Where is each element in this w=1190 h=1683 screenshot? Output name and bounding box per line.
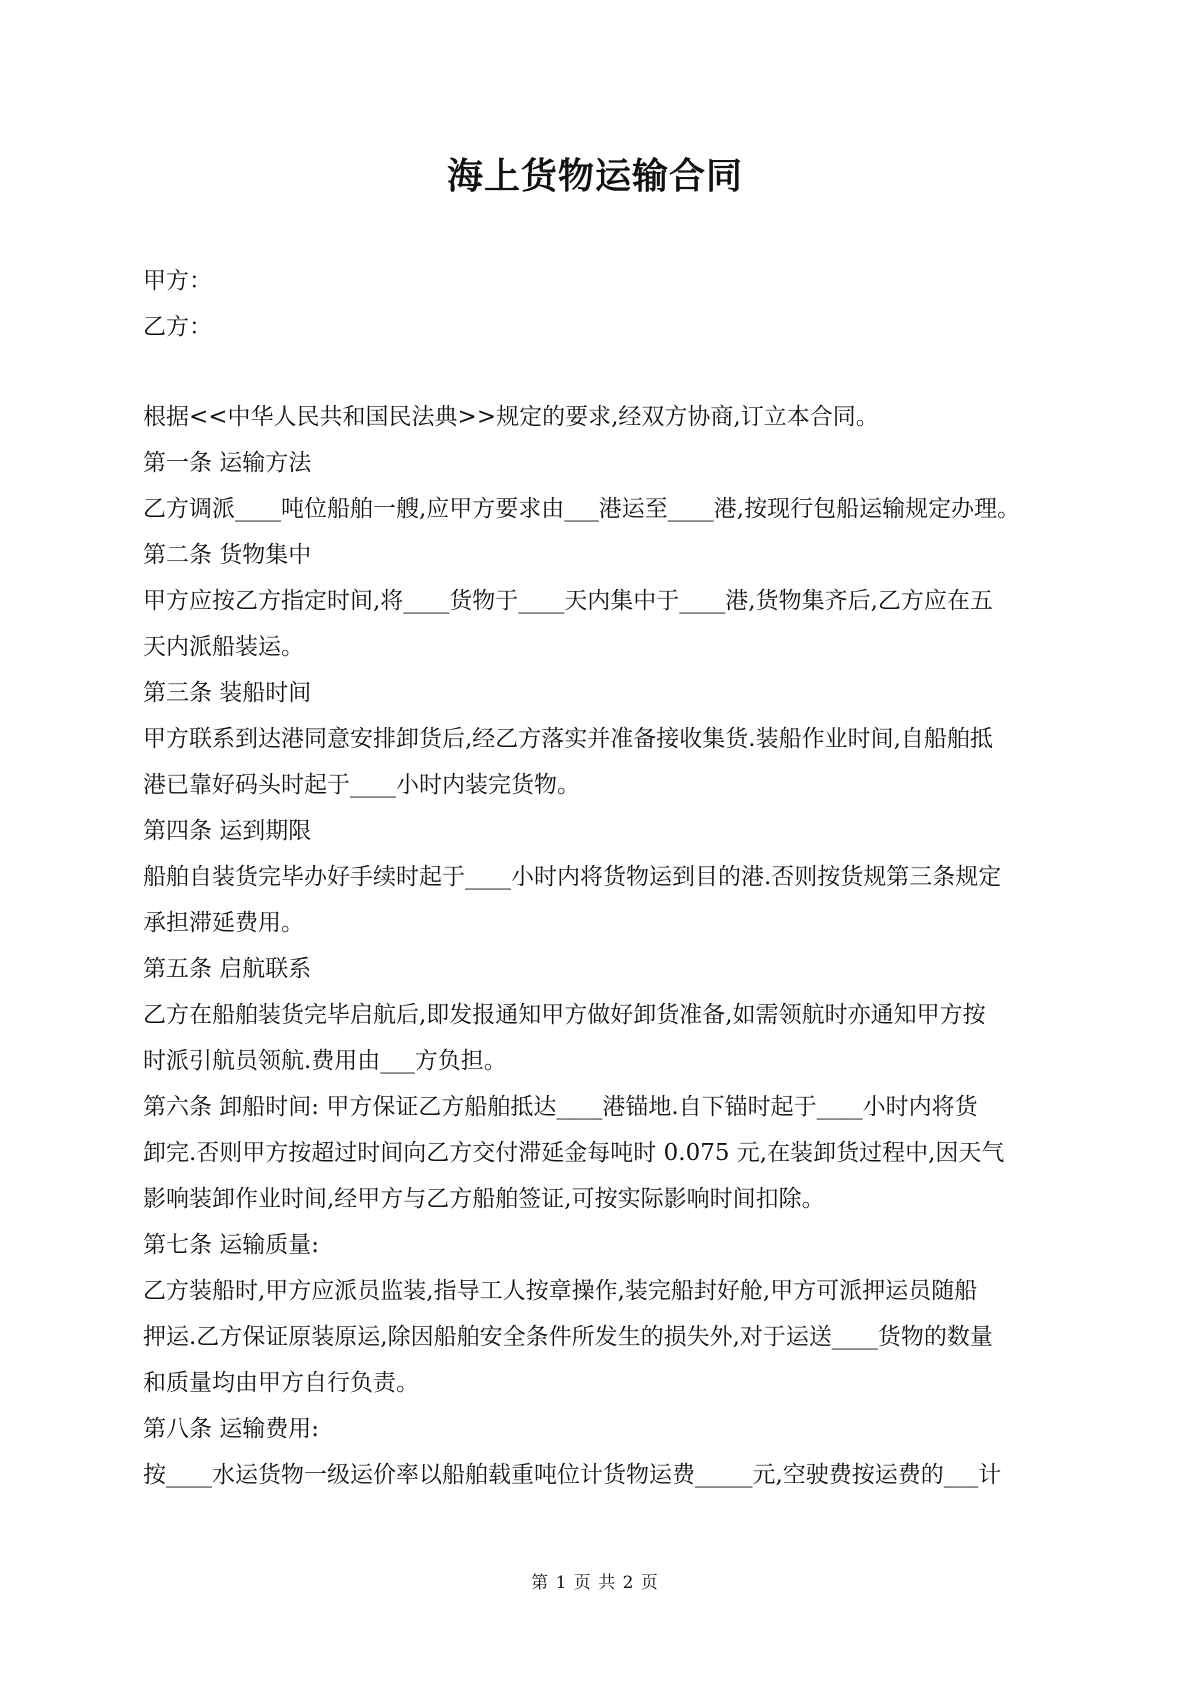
- spacer: [143, 350, 1053, 394]
- article-2-text: 甲方应按乙方指定时间,将____货物于____天内集中于____港,货物集齐后,乙方应在五: [143, 588, 993, 614]
- document-body: [143, 258, 1053, 1498]
- article-2-heading: 第二条 货物集中: [143, 542, 312, 568]
- article-7-heading: 第七条 运输质量:: [143, 1232, 320, 1258]
- article-6-text: 影响装卸作业时间,经甲方与乙方船舶签证,可按实际影响时间扣除。: [143, 1186, 825, 1212]
- article-1-heading: 第一条 运输方法: [143, 450, 312, 476]
- article-4-text: 承担滞延费用。: [143, 910, 304, 936]
- article-3-text: 港已靠好码头时起于____小时内装完货物。: [143, 772, 580, 798]
- article-7-text: 乙方装船时,甲方应派员监装,指导工人按章操作,装完船封好舱,甲方可派押运员随船: [143, 1278, 978, 1304]
- page-number: 第 1 页 共 2 页: [531, 1573, 659, 1593]
- party-b-label: 乙方：: [143, 314, 212, 340]
- article-5-heading: 第五条 启航联系: [143, 956, 312, 982]
- article-2-text: 天内派船装运。: [143, 634, 304, 660]
- article-8-heading: 第八条 运输费用:: [143, 1416, 320, 1442]
- party-a-label: 甲方：: [143, 268, 212, 294]
- article-7-text: 和质量均由甲方自行负责。: [143, 1370, 419, 1396]
- article-3-text: 甲方联系到达港同意安排卸货后,经乙方落实并准备接收集货.装船作业时间,自船舶抵: [143, 726, 993, 752]
- document-title: 海上货物运输合同: [446, 155, 743, 197]
- article-8-text: 按____水运货物一级运价率以船舶载重吨位计货物运费_____元,空驶费按运费的___计: [143, 1462, 1002, 1488]
- article-4-text: 船舶自装货完毕办好手续时起于____小时内将货物运到目的港.否则按货规第三条规定: [143, 864, 1002, 890]
- article-7-text: 押运.乙方保证原装原运,除因船舶安全条件所发生的损失外,对于运送____货物的数量: [143, 1324, 993, 1350]
- article-1-text: 乙方调派____吨位船舶一艘,应甲方要求由___港运至____港,按现行包船运输规定办理。: [143, 496, 1021, 522]
- article-6-text: 第六条 卸船时间: 甲方保证乙方船舶抵达____港锚地.自下锚时起于____小时内将货: [143, 1094, 978, 1120]
- article-5-text: 时派引航员领航.费用由___方负担。: [143, 1048, 507, 1074]
- article-4-heading: 第四条 运到期限: [143, 818, 312, 844]
- article-3-heading: 第三条 装船时间: [143, 680, 312, 706]
- article-5-text: 乙方在船舶装货完毕启航后,即发报通知甲方做好卸货准备,如需领航时亦通知甲方按: [143, 1002, 986, 1028]
- article-6-text: 卸完.否则甲方按超过时间向乙方交付滞延金每吨时 0.075 元,在装卸货过程中,因天气: [143, 1140, 1005, 1166]
- preamble: 根据<<中华人民共和国民法典>>规定的要求,经双方协商,订立本合同。: [143, 404, 879, 430]
